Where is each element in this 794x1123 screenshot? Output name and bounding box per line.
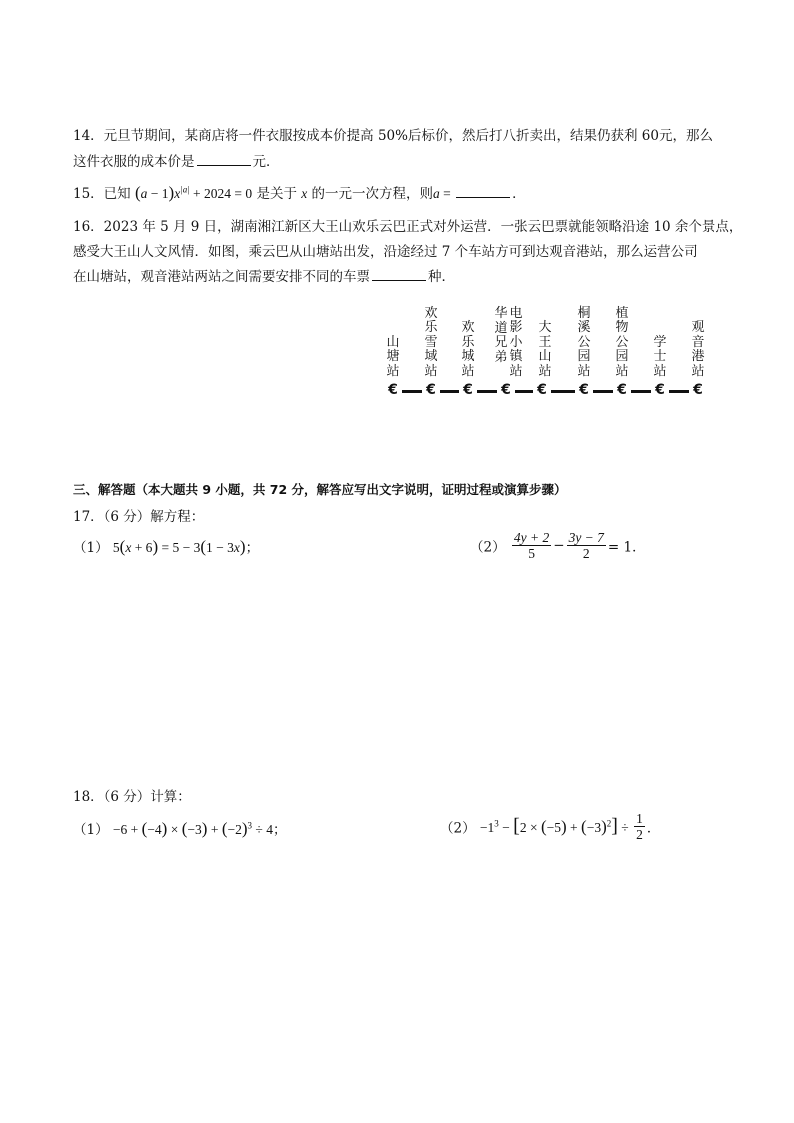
route-segment — [477, 390, 497, 393]
q14-line1: 14．元旦节期间，某商店将一件衣服按成本价提高 50%后标价，然后打八折卖出，结果仍获利 60元，那么 — [73, 128, 713, 144]
q14-text-before: 这件衣服的成本价是 — [73, 154, 195, 170]
q15-a-symbol: a = — [433, 186, 455, 201]
q17-part1 — [73, 536, 259, 557]
station-node: € — [463, 382, 473, 398]
section3-title: 三、解答题（本大题共 9 小题，共 72 分，解答应写出文字说明，证明过程或演算步骤） — [73, 482, 567, 497]
q16-line2: 感受大王山人文风情．如图，乘云巴从山塘站出发，沿途经过 7 个车站方可到达观音港站，那么运营公司 — [73, 244, 698, 260]
station-label: 大 王 山 站 — [538, 320, 552, 379]
route-segment — [515, 390, 533, 393]
station-label: 植 物 公 园 站 — [615, 305, 629, 379]
station-node: € — [388, 382, 398, 398]
q18-title: 18．（6 分）计算： — [73, 789, 191, 805]
q16-line3 — [73, 265, 455, 285]
q15-end: ． — [512, 186, 526, 202]
station-label: 学 士 站 — [653, 334, 667, 379]
q18-p1-label: （1） — [73, 822, 109, 838]
station-label: 华 道 兄 弟 — [494, 306, 508, 365]
q18-p1-expression: $-6 + (-4) \times (-3) + (-2)^3 \div 4$ — [112, 819, 273, 838]
station-node: € — [501, 382, 511, 398]
route-segment — [551, 390, 575, 393]
q16-text-after: 种． — [428, 269, 455, 285]
q15-middle: 是关于 — [256, 186, 297, 202]
q16-answer-blank — [372, 268, 426, 281]
route-segment — [593, 390, 613, 393]
q17-p2-frac1: $\frac{4y + 2}{5}$ — [513, 530, 550, 561]
route-segment — [669, 390, 689, 393]
q16-text-before: 在山塘站，观音港站两站之间需要安排不同的车票 — [73, 269, 370, 285]
q15-var: x — [301, 186, 308, 201]
q17-part2: （2） $\frac{4y + 2}{5}$ − $\frac{3y - 7}{2}$ = 1． — [470, 530, 646, 561]
route-segment — [440, 390, 459, 393]
q17-p1-label: （1） — [73, 540, 109, 556]
q14-answer-blank — [197, 153, 251, 166]
q16-line1: 16．2023 年 5 月 9 日，湖南湘江新区大王山欢乐云巴正式对外运营．一张云巴票就能领略沿途 10 余个景点， — [73, 219, 743, 235]
q15-suffix: 的一元一次方程，则 — [311, 186, 434, 202]
q17-p2-frac2: $\frac{3y - 7}{2}$ — [568, 530, 604, 561]
route-segment — [402, 390, 422, 393]
q15-prefix: 15．已知 — [73, 186, 131, 202]
q15-line — [73, 182, 526, 203]
q18-part1 — [73, 818, 286, 839]
station-label: 欢 乐 城 站 — [461, 320, 475, 379]
q14-line2 — [73, 150, 280, 170]
q15-equation: $(a - 1)x^{|a|} + 2024 = 0$ — [134, 183, 253, 202]
station-node: € — [655, 382, 665, 398]
station-node: € — [426, 382, 436, 398]
station-label: 欢 乐 雪 域 站 — [424, 305, 438, 379]
station-node: € — [537, 382, 547, 398]
q17-p2-label: （2） — [470, 539, 506, 556]
q17-p1-end: ； — [245, 540, 260, 556]
station-label: 电 影 小 镇 站 — [509, 305, 523, 379]
station-node: € — [617, 382, 627, 398]
station-label: 观 音 港 站 — [691, 320, 705, 379]
q14-text-after: 元． — [252, 154, 280, 170]
route-segment — [631, 390, 651, 393]
q17-title: 17．（6 分）解方程： — [73, 509, 205, 525]
station-label: 山 塘 站 — [386, 334, 400, 379]
q18-p1-end: ； — [272, 822, 287, 838]
q17-p1-equation: 5(x + 6) = 5 − 3(1 − 3x) — [112, 537, 246, 556]
q18-part2: $(2) -1^3 - [2 \times (-5) + (-3)^2]$ ÷ $\frac{1}{2}$ ． — [440, 811, 661, 842]
q18-p2-expression: $-1^3 - [2 \times (-5) + (-3)^2]$ ÷ — [479, 815, 633, 837]
station-node: € — [693, 382, 703, 398]
q18-p2-label: （2） — [440, 820, 476, 837]
q18-p2-frac: $\frac{1}{2}$ — [636, 811, 643, 842]
station-label: 桐 溪 公 园 站 — [577, 305, 591, 379]
q15-answer-blank — [456, 185, 510, 198]
station-node: € — [579, 382, 589, 398]
